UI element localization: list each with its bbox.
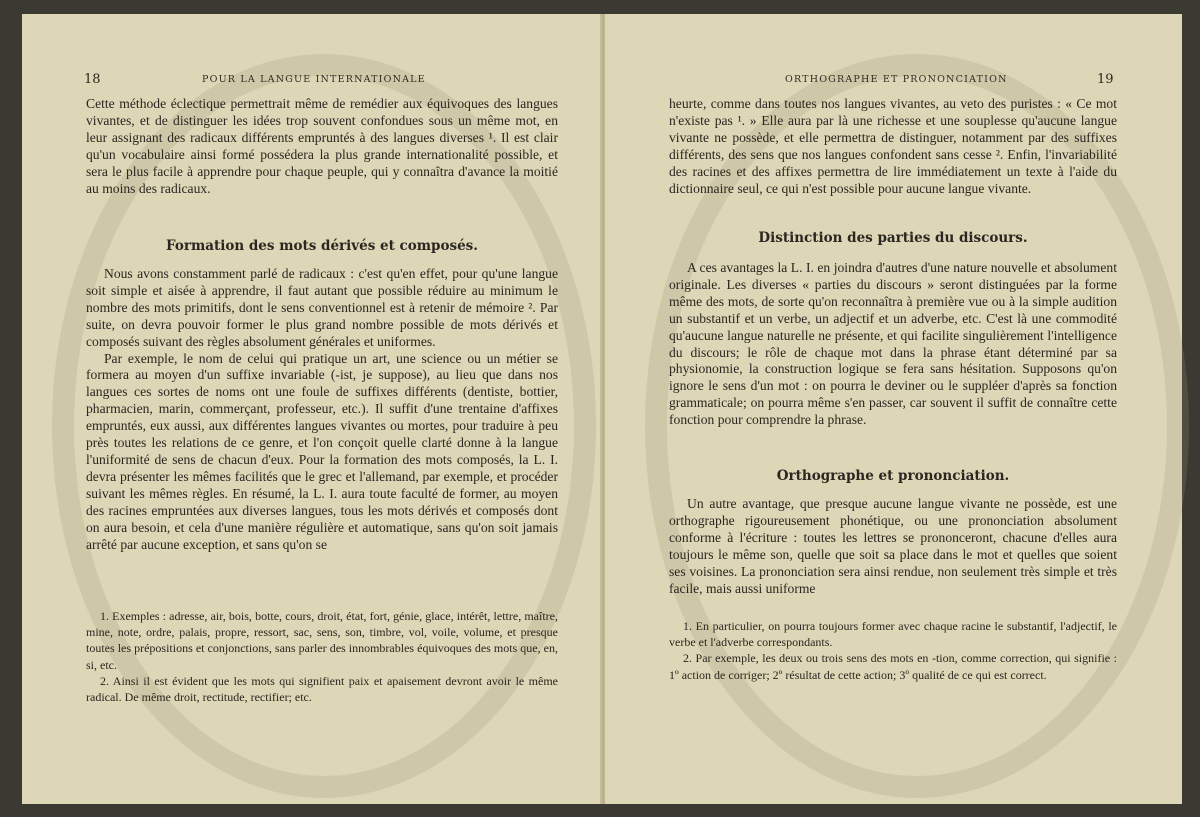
right-page [605, 14, 1182, 804]
body-text [669, 96, 1117, 197]
page-number: 18 [84, 72, 101, 87]
intro-paragraph: Cette méthode éclectique permettrait même de remédier aux équivoques des langues vivantes, et de distinguer les idées trop souvent confondues sous un même mot, en leur assignant des radicaux différents empruntés à des langues diverses ¹. Il est clair qu'un vocabulaire ainsi formé possédera la plus grande internationalité possible, et sera le plus facile à apprendre pour chaque peuple, qui y connaîtra d'avance la moitié au moins des radicaux. [86, 96, 558, 196]
paragraph: Nous avons constamment parlé de radicaux : c'est qu'en effet, pour qu'une langue soit simple et aisée à apprendre, il faut autant que possible réduire au minimum le nombre des mots primitifs, dont le sens conventionnel est à retenir de mémoire ². Par suite, on devra pouvoir former le plus grand nombre possible de mots dérivés et composés suivant des règles absolument générales et uniformes. [86, 266, 558, 349]
intro-paragraph: heurte, comme dans toutes nos langues vivantes, au veto des puristes : « Ce mot n'existe pas ¹. » Elle aura par là une richesse et une souplesse qu'aucune langue vivante ne possède, et elle permettra de distinguer, notamment par des suffixes différents, des sens que nos langues confondent sans cesse ². Enfin, l'invariabilité des racines et des affixes permettra de lire immédiatement un texte à l'aide du dictionnaire seul, ce qui n'est possible pour aucune langue vivante. [669, 96, 1117, 196]
footnotes [86, 608, 558, 705]
paragraph: Un autre avantage, que presque aucune langue vivante ne possède, est une orthographe rigoureusement phonétique, ou une prononciation absolument conforme à l'écriture : toutes les lettres se prononceront, chacune d'elles aura toujours le même son, quelle que soit sa place dans le mot et quelles que soient ses voisines. La prononciation sera ainsi rendue, non seulement très simple et très facile, mais aussi uniforme [669, 496, 1117, 596]
page-number: 19 [1097, 72, 1114, 87]
left-page [22, 14, 602, 804]
body-text [669, 496, 1117, 597]
footnote: 1. Exemples : adresse, air, bois, botte, cours, droit, état, fort, génie, glace, intérêt, lettre, maître, mine, note, ordre, palais, propre, ressort, sac, sens, son, timbre, vol, voile, volume, et presque toutes les prépositions et conjonctions, sans parler des innombrables équivoques des mots que, en, si, etc. [86, 609, 558, 672]
section-heading: Formation des mots dérivés et composés. [165, 238, 478, 254]
paragraph: A ces avantages la L. I. en joindra d'autres d'une nature nouvelle et absolument originale. Les diverses « parties du discours » seront distinguées par la forme même des mots, de sorte qu'on reconnaîtra à première vue ou à la simple audition un substantif et un verbe, un adjectif et un adverbe, etc. C'est là une commodité qu'aucune langue naturelle ne présente, et qui facilite singulièrement l'intelligence du discours; le rôle de chaque mot dans la phrase étant déterminé par sa physionomie, la construction logique se fera sans hésitation. Supposons qu'on ignore le sens d'un mot : on pourra le deviner ou le suppléer d'après sa fonction grammaticale; on pourra même s'en passer, car souvent il suffit de connaître cette fonction pour comprendre la phrase. [669, 260, 1117, 428]
footnote: 2. Ainsi il est évident que les mots qui signifient paix et apaisement devront avoir le même radical. De même droit, rectitude, rectifier; etc. [86, 673, 558, 705]
footnotes [669, 618, 1117, 683]
paragraph: Par exemple, le nom de celui qui pratique un art, une science ou un métier se formera au moyen d'un suffixe invariable (-ist, je suppose), au lieu que dans nos langues ces sortes de noms ont une foule de suffixes différents (dentiste, bottier, pharmacien, marin, commerçant, professeur, etc.). Il suffit d'une trentaine d'affixes empruntés, eux aussi, aux différentes langues vivantes ou mortes, pour traduire à peu près toutes les relations de ce genre, et l'on conçoit quelle clarté donne à la langue l'uniformité de sens de chacun d'eux. Pour la formation des mots composés, la L. I. devra présenter les mêmes facilités que le grec et l'allemand, par exemple, et procéder suivant les mêmes règles. En résumé, la L. I. aura toute faculté de former, au moyen des racines empruntées aux diverses langues, tous les mots dérivés et composés dont on aura besoin, et cela d'une manière régulière et automatique, sans qu'on soit jamais arrêté par aucune exception, et sans qu'on se [86, 350, 558, 552]
section-heading: Orthographe et prononciation. [776, 468, 1010, 484]
section-heading: Distinction des parties du discours. [758, 230, 1028, 246]
book-spread [22, 14, 1182, 804]
footnote: 2. Par exemple, les deux ou trois sens des mots en -tion, comme correction, qui signifie : 1º action de corriger; 2º résultat de cette action; 3º qualité de ce qui est correct. [669, 651, 1117, 682]
running-head: ORTHOGRAPHE ET PRONONCIATION [785, 74, 1008, 85]
body-text [86, 96, 558, 197]
running-head: POUR LA LANGUE INTERNATIONALE [202, 74, 426, 85]
footnote: 1. En particulier, on pourra toujours former avec chaque racine le substantif, l'adjectif, le verbe et l'adverbe correspondants. [669, 619, 1117, 650]
body-text [669, 260, 1117, 429]
body-text [86, 266, 558, 553]
